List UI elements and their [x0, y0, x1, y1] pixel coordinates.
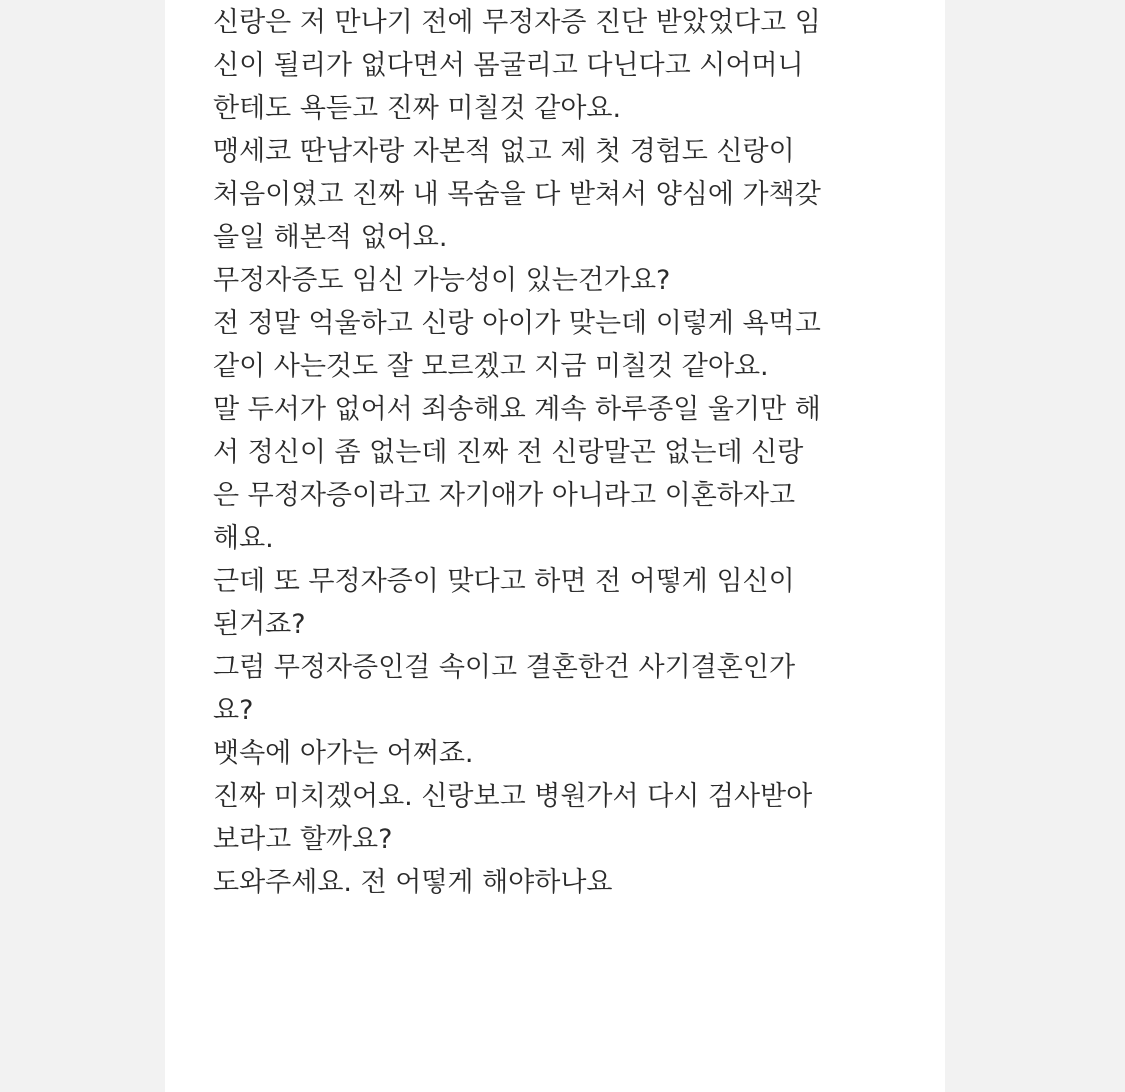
text-line: 근데 또 무정자증이 맞다고 하면 전 어떻게 임신이	[213, 566, 795, 597]
document-page	[165, 0, 945, 1092]
text-line: 처음이였고 진짜 내 목숨을 다 받쳐서 양심에 가책갖	[213, 179, 821, 210]
text-line: 보라고 할까요?	[213, 824, 393, 855]
text-line: 된거죠?	[213, 609, 306, 640]
text-line: 신랑은 저 만나기 전에 무정자증 진단 받았었다고 임	[213, 7, 821, 38]
text-line: 무정자증도 임신 가능성이 있는건가요?	[213, 265, 671, 296]
text-line: 도와주세요. 전 어떻게 해야하나요	[213, 867, 613, 898]
text-line: 신이 될리가 없다면서 몸굴리고 다닌다고 시어머니	[213, 50, 804, 81]
text-line: 전 정말 억울하고 신랑 아이가 맞는데 이렇게 욕먹고	[213, 308, 821, 339]
text-line: 진짜 미치겠어요. 신랑보고 병원가서 다시 검사받아	[213, 781, 813, 812]
text-line: 서 정신이 좀 없는데 진짜 전 신랑말곤 없는데 신랑	[213, 437, 804, 468]
text-line: 그럼 무정자증인걸 속이고 결혼한건 사기결혼인가	[213, 652, 796, 683]
text-line: 말 두서가 없어서 죄송해요 계속 하루종일 울기만 해	[213, 394, 821, 425]
text-line: 같이 사는것도 잘 모르겠고 지금 미칠것 같아요.	[213, 351, 769, 382]
text-line: 해요.	[213, 523, 274, 554]
text-line: 맹세코 딴남자랑 자본적 없고 제 첫 경험도 신랑이	[213, 136, 795, 167]
text-line: 을일 해본적 없어요.	[213, 222, 448, 253]
text-line: 은 무정자증이라고 자기애가 아니라고 이혼하자고	[213, 480, 796, 511]
text-line: 뱃속에 아가는 어쩌죠.	[213, 738, 474, 769]
text-line: 요?	[213, 695, 254, 726]
text-line: 한테도 욕듣고 진짜 미칠것 같아요.	[213, 93, 622, 124]
document-body	[213, 1, 821, 904]
